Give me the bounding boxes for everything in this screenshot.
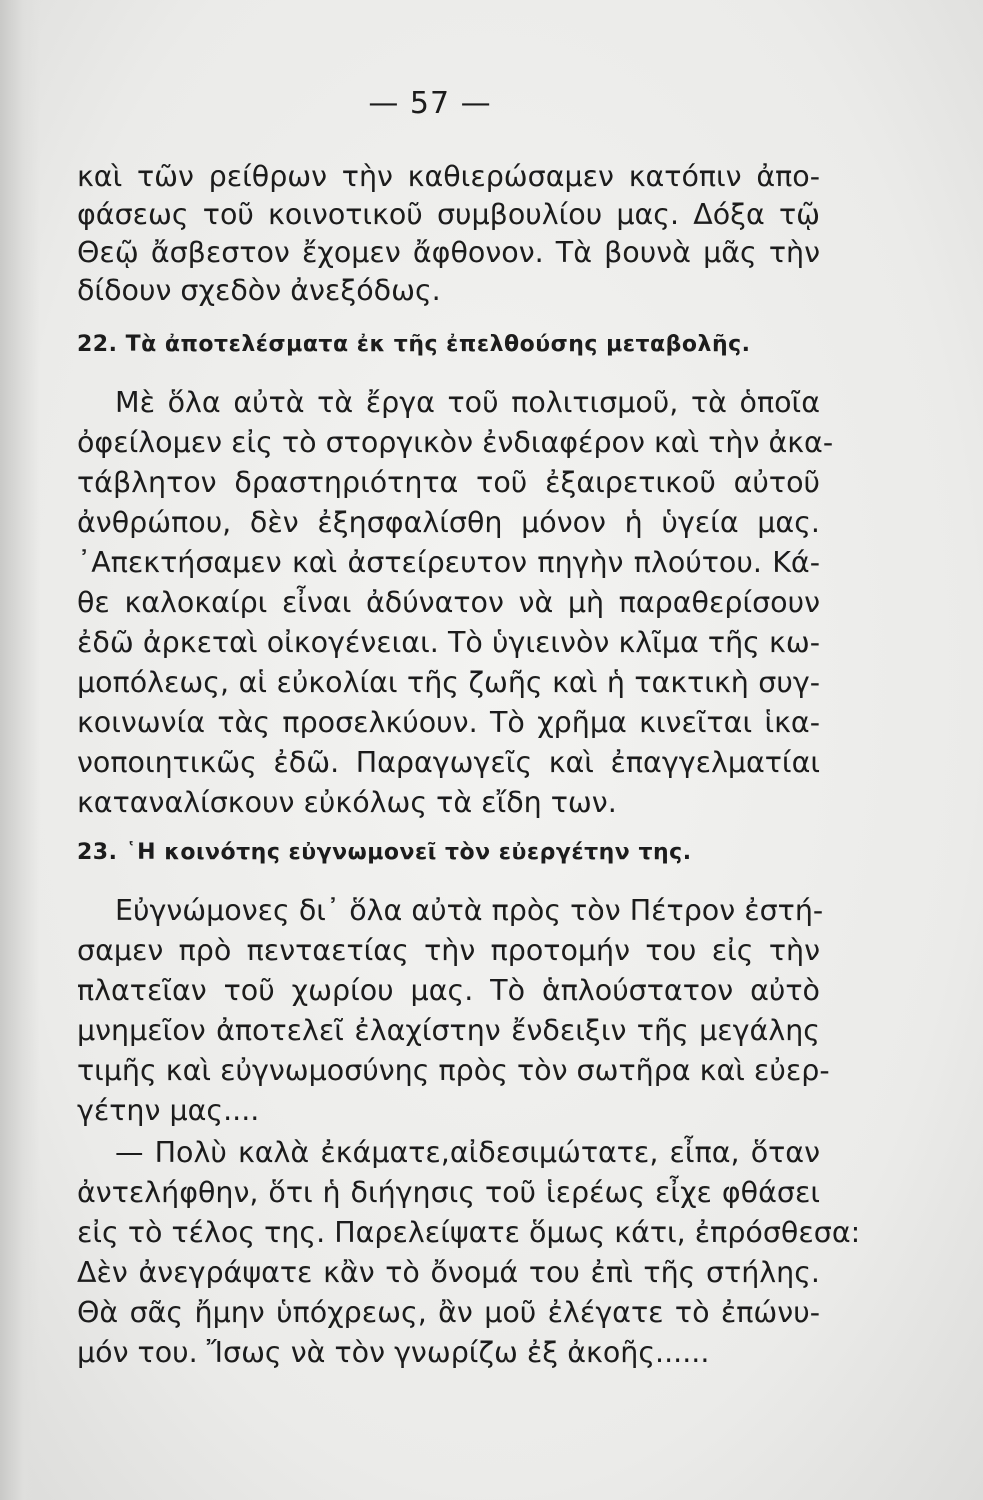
page-number: — 57 — [368, 86, 492, 121]
text-line: ἐδῶ ἀρκεταὶ οἰκογένειαι. Τὸ ὑγιεινὸν κλῖμα τῆς κω- [77, 626, 820, 659]
text-line: μνημεῖον ἀποτελεῖ ἐλαχίστην ἔνδειξιν τῆς μεγάλης [77, 1014, 820, 1047]
text-line: τάβλητον δραστηριότητα τοῦ ἐξαιρετικοῦ αὐτοῦ [77, 466, 820, 499]
text-line: μόν του. Ἴσως νὰ τὸν γνωρίζω ἐξ ἀκοῆς...... [77, 1336, 710, 1369]
page-spine-shadow [0, 0, 40, 1500]
text-line: Δὲν ἀνεγράψατε κἂν τὸ ὄνομά του ἐπὶ τῆς στήλης. [77, 1256, 820, 1289]
text-line: ἀνθρώπου, δὲν ἐξησφαλίσθη μόνον ἡ ὑγεία μας. [77, 506, 820, 539]
text-line: σαμεν πρὸ πενταετίας τὴν προτομήν του εἰς τὴν [77, 934, 820, 967]
text-line: νοποιητικῶς ἐδῶ. Παραγωγεῖς καὶ ἐπαγγελματίαι [77, 746, 820, 779]
text-line: γέτην μας.... [77, 1094, 260, 1127]
text-line: Μὲ ὅλα αὐτὰ τὰ ἔργα τοῦ πολιτισμοῦ, τὰ ὁποῖα [115, 386, 820, 419]
text-line: ὀφείλομεν εἰς τὸ στοργικὸν ἐνδιαφέρον καὶ τὴν ἀκα- [77, 426, 834, 459]
text-line: καὶ τῶν ρείθρων τὴν καθιερώσαμεν κατόπιν ἀπο- [77, 160, 820, 193]
text-line: δίδουν σχεδὸν ἀνεξόδως. [77, 274, 441, 307]
text-line: καταναλίσκουν εὐκόλως τὰ εἴδη των. [77, 786, 617, 819]
text-line: τιμῆς καὶ εὐγνωμοσύνης πρὸς τὸν σωτῆρα καὶ εὐερ- [77, 1054, 830, 1087]
text-line: Εὐγνώμονες δι᾿ ὅλα αὐτὰ πρὸς τὸν Πέτρον ἐστή- [115, 894, 824, 927]
section-heading-22: 22. Τὰ ἀποτελέσματα ἐκ τῆς ἐπελθούσης μεταβολῆς. [77, 332, 751, 357]
text-line: — Πολὺ καλὰ ἐκάματε,αἰδεσιμώτατε, εἶπα, ὅταν [115, 1136, 820, 1169]
text-line: μοπόλεως, αἱ εὐκολίαι τῆς ζωῆς καὶ ἡ τακτικὴ συγ- [77, 666, 820, 699]
section-heading-23: 23. ῾Η κοινότης εὐγνωμονεῖ τὸν εὐεργέτην της. [77, 840, 692, 865]
text-line: ᾿Απεκτήσαμεν καὶ ἀστείρευτον πηγὴν πλούτου. Κά- [77, 546, 820, 579]
text-line: Θεῷ ἄσβεστον ἔχομεν ἄφθονον. Τὰ βουνὰ μᾶς τὴν [77, 236, 820, 269]
text-line: κοινωνία τὰς προσελκύουν. Τὸ χρῆμα κινεῖται ἱκα- [77, 706, 820, 739]
text-line: εἰς τὸ τέλος της. Παρελείψατε ὅμως κάτι, ἐπρόσθεσα: [77, 1216, 861, 1249]
text-line: πλατεῖαν τοῦ χωρίου μας. Τὸ ἁπλούστατον αὐτὸ [77, 974, 820, 1007]
text-line: φάσεως τοῦ κοινοτικοῦ συμβουλίου μας. Δόξα τῷ [77, 198, 820, 231]
text-line: Θὰ σᾶς ἤμην ὑπόχρεως, ἂν μοῦ ἐλέγατε τὸ ἐπώνυ- [77, 1296, 820, 1329]
text-line: θε καλοκαίρι εἶναι ἀδύνατον νὰ μὴ παραθερίσουν [77, 586, 820, 619]
text-line: ἀντελήφθην, ὅτι ἡ διήγησις τοῦ ἱερέως εἶχε φθάσει [77, 1176, 820, 1209]
